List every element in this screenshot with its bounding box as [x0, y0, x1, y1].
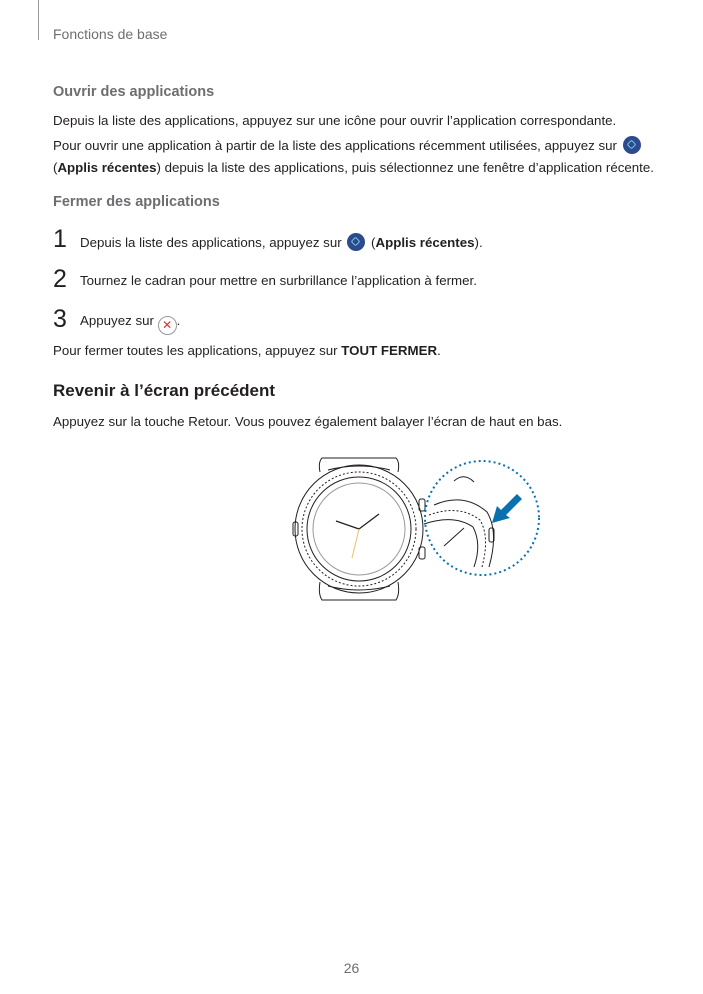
minute-hand — [359, 514, 379, 529]
watch-illustration — [284, 452, 546, 606]
page-number: 26 — [343, 960, 360, 976]
hour-hand — [336, 521, 359, 529]
zoom-bezel-edge — [434, 500, 494, 567]
step-1-pre: Depuis la liste des applications, appuyez sur — [80, 235, 342, 250]
back-paragraph: Appuyez sur la touche Retour. Vous pouvez également balayer l’écran de haut en bas. — [53, 414, 563, 429]
step-number: 3 — [53, 305, 67, 333]
open-apps-paragraph-1: Depuis la liste des applications, appuyez sur une icône pour ouvrir l’application correspondante. — [53, 113, 617, 128]
zoom-circle — [425, 461, 539, 575]
step-number: 2 — [53, 265, 67, 293]
step-1-bold: Applis récentes — [375, 235, 475, 250]
note-post: . — [437, 343, 441, 358]
close-x-icon: ✕ — [158, 316, 177, 335]
note-pre: Pour fermer toutes les applications, appuyez sur — [53, 343, 338, 358]
second-hand — [352, 529, 359, 558]
p2-bold-label: Applis récentes — [57, 160, 157, 175]
recent-apps-icon — [623, 136, 641, 154]
p2-line1-text: Pour ouvrir une application à partir de la liste des applications récemment utilisées, appuyez sur — [53, 138, 617, 153]
close-apps-heading: Fermer des applications — [53, 194, 220, 210]
watch-bottom-lug — [319, 582, 398, 600]
close-all-label: TOUT FERMER — [341, 343, 438, 358]
p2-line2-text: ) depuis la liste des applications, puis sélectionnez une fenêtre d’application récente. — [156, 160, 654, 175]
step-text: Tournez le cadran pour mettre en surbrillance l’application à fermer. — [80, 273, 477, 288]
back-heading: Revenir à l’écran précédent — [53, 381, 276, 400]
step-number: 1 — [53, 225, 67, 253]
step-3-post: . — [176, 313, 181, 328]
recent-apps-icon — [347, 233, 365, 251]
open-apps-heading: Ouvrir des applications — [53, 84, 215, 100]
section-header: Fonctions de base — [53, 26, 168, 42]
open-apps-paragraph-2: Pour ouvrir une application à partir de la liste des applications récemment utilisées, appuyez sur (Applis récentes) depuis la liste des applications, puis sélectionnez une fenêtre d’application récente. — [53, 138, 654, 175]
step-3-pre: Appuyez sur — [80, 313, 154, 328]
close-all-note — [53, 340, 441, 362]
step-1-post: ). — [474, 235, 483, 250]
step-text: Depuis la liste des applications, appuyez sur (Applis récentes). — [80, 235, 483, 250]
step-text — [80, 313, 180, 335]
header-rule — [38, 0, 39, 40]
arrow-icon — [492, 494, 522, 523]
